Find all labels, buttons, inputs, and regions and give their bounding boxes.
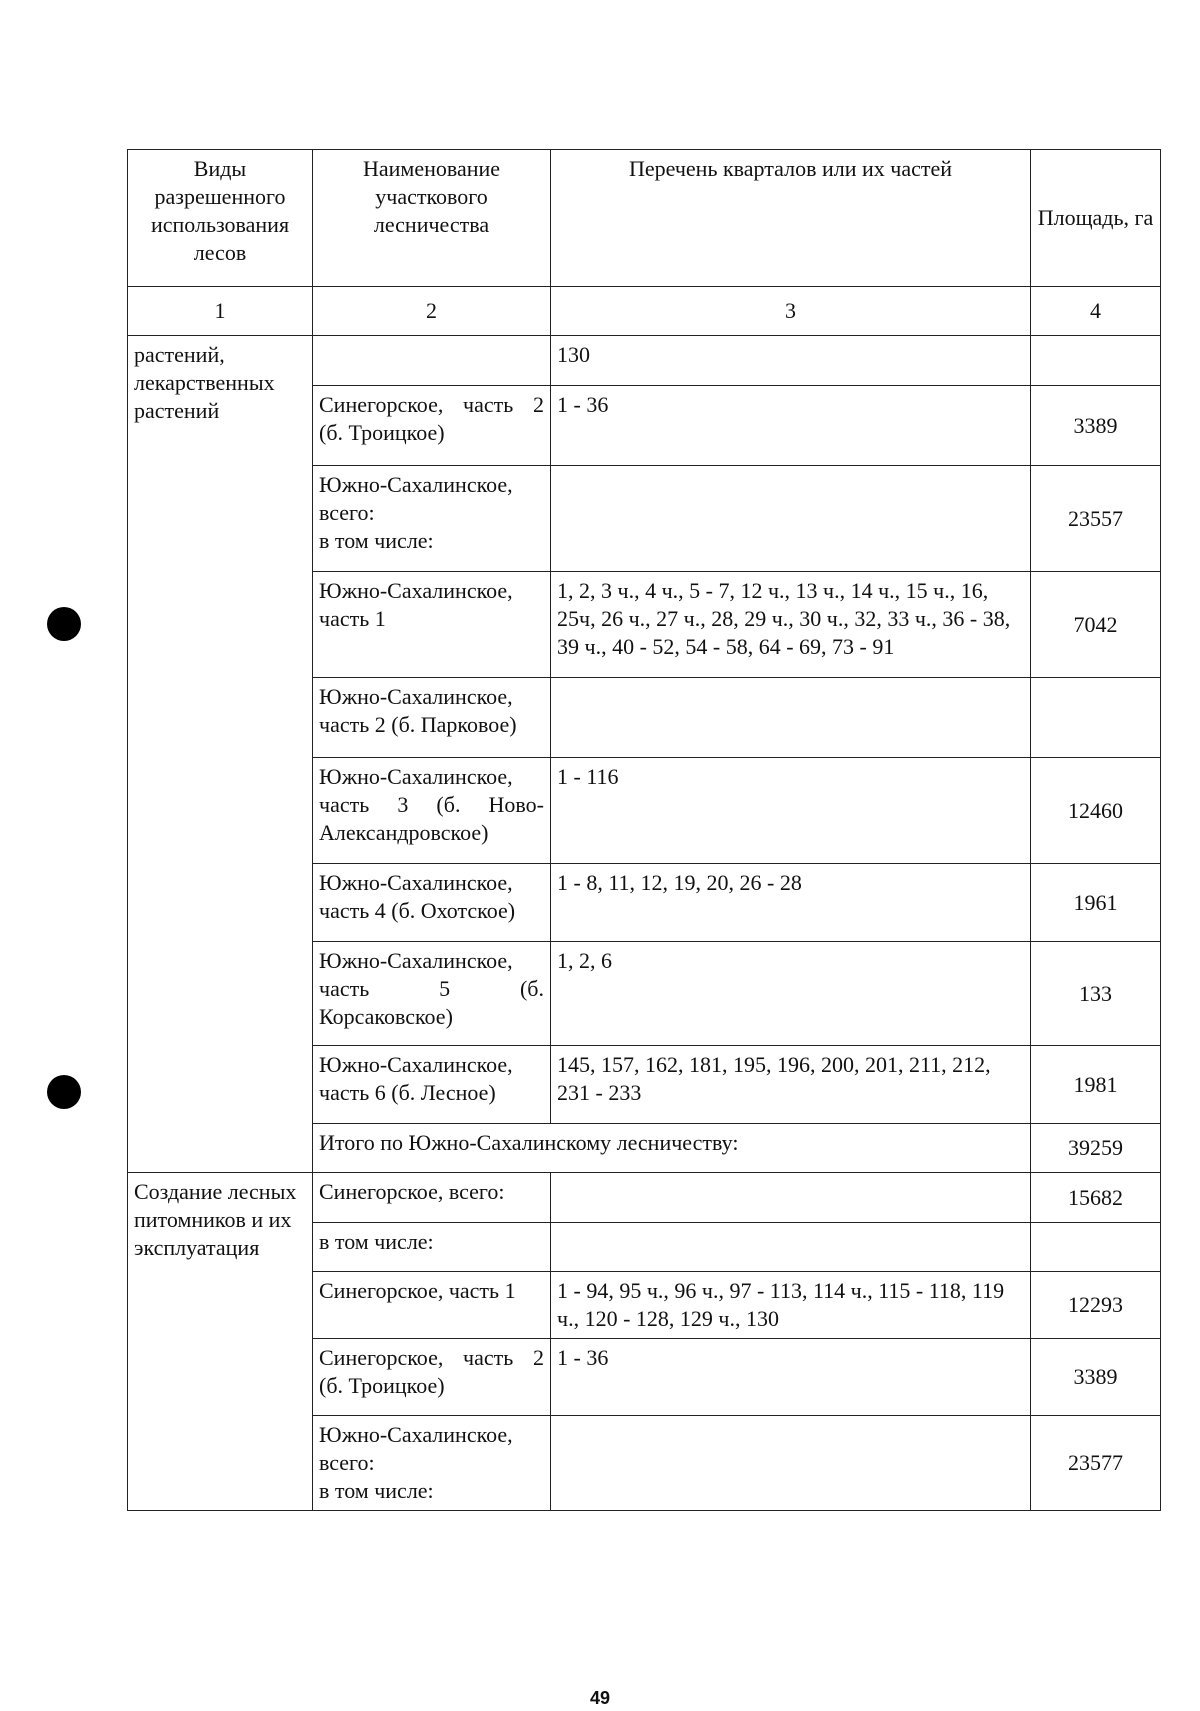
quarters-cell xyxy=(551,466,1031,572)
total-label: Итого по Южно-Сахалинскому лесничеству: xyxy=(313,1124,1031,1173)
forestry-name-cell: в том числе: xyxy=(313,1223,551,1272)
column-number: 1 xyxy=(128,287,313,336)
header-usage-type: Виды разрешенного использования лесов xyxy=(128,150,313,287)
column-number-row xyxy=(128,287,1161,336)
quarters-cell: 1 - 36 xyxy=(551,386,1031,466)
area-cell xyxy=(1031,1223,1161,1272)
area-cell xyxy=(1031,678,1161,758)
forestry-name-cell: Южно-Сахалинское, часть 3 (б. Ново-Александровское) xyxy=(313,758,551,864)
area-cell: 133 xyxy=(1031,942,1161,1046)
area-cell: 23577 xyxy=(1031,1416,1161,1511)
quarters-cell xyxy=(551,678,1031,758)
quarters-cell xyxy=(551,1223,1031,1272)
column-number: 2 xyxy=(313,287,551,336)
area-cell: 12293 xyxy=(1031,1272,1161,1339)
punch-hole xyxy=(47,1075,81,1109)
usage-type-cell: растений, лекарственных растений xyxy=(128,336,313,1173)
quarters-cell: 1 - 36 xyxy=(551,1339,1031,1416)
area-cell xyxy=(1031,336,1161,386)
header-forestry-name: Наименование участкового лесничества xyxy=(313,150,551,287)
quarters-cell xyxy=(551,1416,1031,1511)
table-row xyxy=(128,336,1161,386)
table-row xyxy=(128,1173,1161,1223)
quarters-cell: 1 - 8, 11, 12, 19, 20, 26 - 28 xyxy=(551,864,1031,942)
total-area: 39259 xyxy=(1031,1124,1161,1173)
forestry-name-cell: Южно-Сахалинское, всего: в том числе: xyxy=(313,466,551,572)
area-cell: 7042 xyxy=(1031,572,1161,678)
area-cell: 1981 xyxy=(1031,1046,1161,1124)
forest-usage-table xyxy=(127,149,1161,1511)
area-cell: 1961 xyxy=(1031,864,1161,942)
forestry-name-cell: Южно-Сахалинское, часть 1 xyxy=(313,572,551,678)
area-cell: 15682 xyxy=(1031,1173,1161,1223)
area-cell: 12460 xyxy=(1031,758,1161,864)
forestry-name-cell: Южно-Сахалинское, всего: в том числе: xyxy=(313,1416,551,1511)
area-cell: 23557 xyxy=(1031,466,1161,572)
area-cell: 3389 xyxy=(1031,1339,1161,1416)
area-cell: 3389 xyxy=(1031,386,1161,466)
page-number: 49 xyxy=(589,1688,611,1708)
forestry-name-cell: Южно-Сахалинское, часть 4 (б. Охотское) xyxy=(313,864,551,942)
forestry-name-cell: Южно-Сахалинское, часть 5 (б. Корсаковское) xyxy=(313,942,551,1046)
header-quarters-list: Перечень кварталов или их частей xyxy=(551,150,1031,287)
quarters-cell: 1 - 94, 95 ч., 96 ч., 97 - 113, 114 ч., 115 - 118, 119 ч., 120 - 128, 129 ч., 130 xyxy=(551,1272,1031,1339)
forestry-name-cell: Синегорское, часть 2 (б. Троицкое) xyxy=(313,386,551,466)
quarters-cell: 130 xyxy=(551,336,1031,386)
usage-type-cell: Создание лесных питомников и их эксплуатация xyxy=(128,1173,313,1511)
quarters-cell: 145, 157, 162, 181, 195, 196, 200, 201, 211, 212, 231 - 233 xyxy=(551,1046,1031,1124)
column-number: 4 xyxy=(1031,287,1161,336)
quarters-cell: 1, 2, 6 xyxy=(551,942,1031,1046)
quarters-cell: 1, 2, 3 ч., 4 ч., 5 - 7, 12 ч., 13 ч., 14 ч., 15 ч., 16, 25ч, 26 ч., 27 ч., 28, 29 ч., 30 ч., 32, 33 ч., 36 - 38, 39 ч., 40 - 52, 54 - 58, 64 - 69, 73 - 91 xyxy=(551,572,1031,678)
forestry-name-cell: Южно-Сахалинское, часть 6 (б. Лесное) xyxy=(313,1046,551,1124)
forestry-name-cell: Синегорское, всего: xyxy=(313,1173,551,1223)
forestry-name-cell: Синегорское, часть 2 (б. Троицкое) xyxy=(313,1339,551,1416)
forestry-name-cell: Южно-Сахалинское, часть 2 (б. Парковое) xyxy=(313,678,551,758)
punch-hole xyxy=(47,607,81,641)
quarters-cell: 1 - 116 xyxy=(551,758,1031,864)
quarters-cell xyxy=(551,1173,1031,1223)
column-number: 3 xyxy=(551,287,1031,336)
forestry-name-cell xyxy=(313,336,551,386)
header-row xyxy=(128,150,1161,287)
header-area: Площадь, га xyxy=(1031,150,1161,287)
forestry-name-cell: Синегорское, часть 1 xyxy=(313,1272,551,1339)
